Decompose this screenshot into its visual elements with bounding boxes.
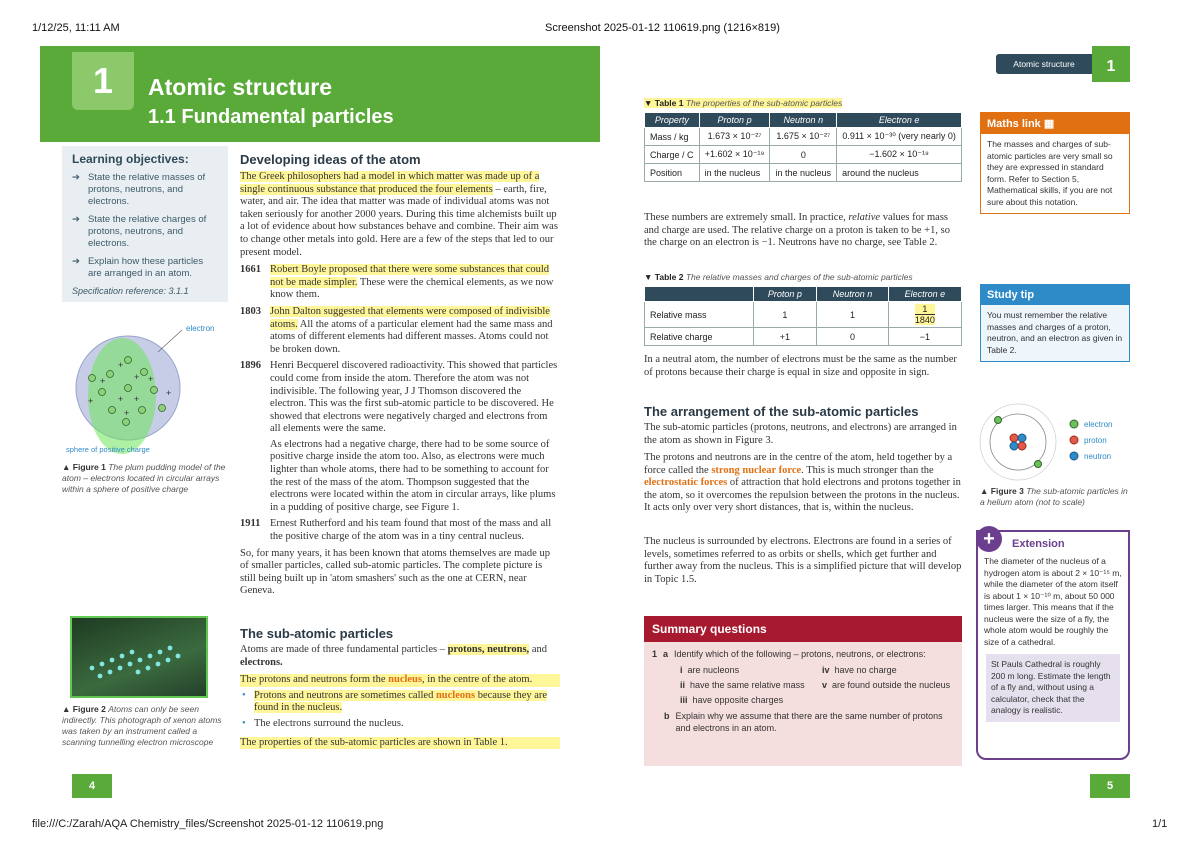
print-title: Screenshot 2025-01-12 110619.png (1216×819) — [545, 22, 780, 34]
learning-objectives-box — [62, 146, 228, 302]
timeline-1803: 1803 John Dalton suggested that elements were composed of indivisible atoms. All the atoms of a particular element had the same mass and atoms of different elements had different masses. Atoms could not be broken down. — [240, 305, 553, 355]
svg-text:+: + — [166, 388, 172, 398]
maths-link-title: Maths link — [987, 118, 1041, 130]
svg-text:+: + — [148, 374, 154, 384]
developing-ideas-heading: Developing ideas of the atom — [240, 152, 421, 167]
print-file-path: file:///C:/Zarah/AQA Chemistry_files/Screenshot 2025-01-12 110619.png — [32, 818, 384, 830]
print-date: 1/12/25, 11:11 AM — [32, 22, 120, 34]
table2: Proton p Neutron n Electron e Relative mass 1 1 $\frac{1}{1840}$ Relative charge +1 0 −1 — [644, 286, 962, 346]
svg-text:+: + — [134, 394, 140, 404]
summary-questions-box: Summary questions 1 a Identify which of the following – protons, neutrons, or electrons: i are nucleons iv have no charge ii have the same relative mass v are found outside the nucleus iii have opposite charges b Explain why we assume that there are the same number of protons and electrons in an atom. — [644, 616, 962, 766]
option-item: i are nucleons — [680, 665, 740, 675]
summary-title: Summary questions — [644, 616, 962, 642]
summary-options — [652, 664, 954, 706]
study-tip-title: Study tip — [981, 285, 1129, 305]
table1: Property Proton p Neutron n Electron e Mass / kg 1.673 × 10⁻²⁷ 1.675 × 10⁻²⁷ 0.911 × 10⁻³⁰ (very nearly 0) Charge / C +1.602 × 10⁻¹⁹ 0 −1.602 × 10⁻¹⁹ Position in the nucleus in the nucleus around the nucleus — [644, 112, 962, 182]
arrangement-p1: The sub-atomic particles (protons, neutrons, and electrons) are arranged in the atom as shown in Figure 3. — [644, 422, 957, 446]
bullet-electrons: • The electrons surround the nucleus. — [242, 717, 404, 729]
svg-text:+: + — [124, 408, 130, 418]
chapter-number: 1 — [72, 52, 134, 110]
svg-text:+: + — [134, 372, 140, 382]
svg-text:+: + — [100, 376, 106, 386]
maths-link-box — [980, 112, 1130, 214]
svg-text:+: + — [118, 360, 124, 370]
option-item: ii have the same relative mass — [680, 680, 805, 690]
xenon-photo — [70, 616, 208, 698]
table2-caption: ▼ Table 2 The relative masses and charges of the sub-atomic particles — [644, 272, 913, 282]
learning-objectives-heading: Learning objectives: — [72, 152, 189, 166]
electron-label: electron — [186, 324, 215, 333]
extension-box — [976, 530, 1130, 760]
sub-atomic-heading: The sub-atomic particles — [240, 626, 394, 641]
developing-ideas-section — [240, 152, 560, 598]
svg-text:+: + — [118, 394, 124, 404]
objective-item: ➔ State the relative charges of protons, neutrons, and electrons. — [72, 214, 207, 249]
extension-title: Extension — [1012, 538, 1065, 550]
chapter-number-right: 1 — [1092, 46, 1130, 82]
figure2-caption: ▲ Figure 2 Atoms can only be seen indirectly. This photograph of xenon atoms was taken by an instrument called a scanning tunnelling electron microscope — [62, 704, 222, 747]
sub-p3: The properties of the sub-atomic particles are shown in Table 1. — [240, 737, 560, 750]
legend-electron: electron — [1084, 420, 1113, 429]
extension-inner-box: St Pauls Cathedral is roughly 200 m long. Estimate the length of a fly and, without using a calculator, check that the analogy is realistic. — [986, 654, 1120, 722]
svg-text:+: + — [88, 396, 94, 406]
intro-paragraph: The Greek philosophers had a model in which matter was made up of a single continuous substance that produced the four elements – earth, fire, water, and air. The idea that matter was made of individual atoms was not taken seriously for another 2000 years. During this time alchemists built up a lot of evidence about how substances behave and combine. Their aim was to change other metals into gold. Here are a few of the steps that led to our present model. — [240, 171, 558, 258]
maths-link-body: The masses and charges of sub-atomic particles are very small so they are expressed in standard form. Refer to Section 5, Mathematical skills, if you are not sure about this notation. — [987, 139, 1113, 207]
arrow-icon: ➔ — [72, 214, 80, 225]
extension-body: The diameter of the nucleus of a hydrogen atom is about 2 × 10⁻¹⁵ m, while the diameter of the atom itself is about 1 × 10⁻¹⁰ m, about 50 000 times larger. This means that if the nucleus were the size of a fly, the whole atom would be roughly the size of a cathedral. — [984, 556, 1122, 647]
option-item: v are found outside the nucleus — [822, 680, 951, 690]
spec-reference: Specification reference: 3.1.1 — [72, 286, 189, 296]
timeline-1911: 1911 Ernest Rutherford and his team found that most of the mass and all the positive charge of the atom was in a tiny central nucleus. — [240, 518, 552, 543]
page-number-left: 4 — [72, 774, 112, 798]
arrow-icon: ➔ — [72, 172, 80, 183]
closing-paragraph: So, for many years, it has been known that atoms themselves are made up of smaller particles, called sub-atomic particles. The complete picture is still being built up in 'atom smashers' such as the one at CERN, near Geneva. — [240, 547, 550, 597]
calculator-icon: ▦ — [1043, 118, 1055, 130]
figure3-caption: ▲ Figure 3 The sub-atomic particles in a helium atom (not to scale) — [980, 486, 1128, 507]
option-item: iii have opposite charges — [680, 695, 784, 705]
relative-values-paragraph: These numbers are extremely small. In practice, relative values for mass and charge are used. The relative charge on a proton is taken to be +1, so the charge on an electron is −1. Neutrons have no charge, see Table 2. — [644, 212, 950, 249]
timeline-1896: 1896 Henri Becquerel discovered radioactivity. This showed that particles could come from inside the atom. Therefore the atom was not indivisible. The following year, J J Thomson discovered the electron. This was the first sub-atomic particle to be discovered. He showed that electrons were negatively charged and electrons from all elements were the same. As electrons had a negative charge, there had to be some source of positive charge inside the atom too. Also, as electrons were much lighter than whole atoms, there had to be something to account for the rest of the mass of the atom. Thompson suggested that the electrons were located within the atom in circular arrays, like plums in a pudding of positive charge, see Figure 1. — [240, 360, 558, 513]
left-page — [40, 46, 600, 802]
arrangement-p2: The protons and neutrons are in the centre of the atom, held together by a force called the strong nuclear force. This is much stronger than the electrostatic forces of attraction that hold electrons and protons together in the atom, so it overcomes the repulsion between the protons in the nucleus. It acts only over very short distances, that is, within the nucleus. — [644, 452, 961, 514]
print-page-count: 1/1 — [1152, 818, 1168, 830]
arrow-icon: ➔ — [72, 256, 80, 267]
page-number-right: 5 — [1090, 774, 1130, 798]
electron-mass-fraction: $\frac{1}{1840}$ — [888, 302, 961, 328]
helium-atom-figure — [976, 402, 1136, 482]
objective-item: ➔ State the relative masses of protons, neutrons, and electrons. — [72, 172, 206, 207]
figure1-caption: ▲ Figure 1 The plum pudding model of the atom – electrons located in circular arrays within a sphere of positive charge — [62, 462, 226, 494]
sphere-label: sphere of positive charge — [66, 445, 150, 454]
right-page — [606, 46, 1160, 802]
legend-proton: proton — [1084, 436, 1107, 445]
table1-caption: ▼ Table 1 The properties of the sub-atomic particles — [644, 98, 843, 108]
chapter-title: Atomic structure — [148, 74, 333, 100]
arrangement-heading: The arrangement of the sub-atomic particles — [644, 404, 919, 419]
study-tip-body: You must remember the relative masses and charges of a proton, neutron, and an electron as given in Table 2. — [981, 305, 1129, 361]
study-tip-box — [980, 284, 1130, 362]
timeline-1661: 1661 Robert Boyle proposed that there were some substances that could not be made simpler. These were the chemical elements, as we now know them. — [240, 264, 554, 301]
legend-neutron: neutron — [1084, 452, 1112, 461]
section-title: 1.1 Fundamental particles — [148, 106, 394, 128]
chapter-tab: Atomic structure — [996, 54, 1092, 74]
objective-item: ➔ Explain how these particles are arranged in an atom. — [72, 256, 204, 279]
neutral-atom-paragraph: In a neutral atom, the number of electrons must be the same as the number of protons because their charge is equal in size and opposite in sign. — [644, 354, 957, 378]
plum-pudding-figure — [62, 318, 232, 458]
plus-icon: + — [976, 526, 1002, 552]
bullet-nucleons: • Protons and neutrons are sometimes called nucleons because they are found in the nucleus. — [242, 689, 548, 714]
arrangement-p3: The nucleus is surrounded by electrons. Electrons are found in a series of levels, sometimes referred to as orbits or shells, which get further and further away from the nucleus. This is a simplified picture that will develop in Topic 1.5. — [644, 536, 962, 585]
sub-p2: The protons and neutrons form the nucleus, in the centre of the atom. — [240, 674, 560, 687]
sub-atomic-section — [240, 626, 560, 749]
option-item: iv have no charge — [822, 665, 897, 675]
sub-p1: Atoms are made of three fundamental particles – protons, neutrons, and electrons. — [240, 644, 547, 668]
